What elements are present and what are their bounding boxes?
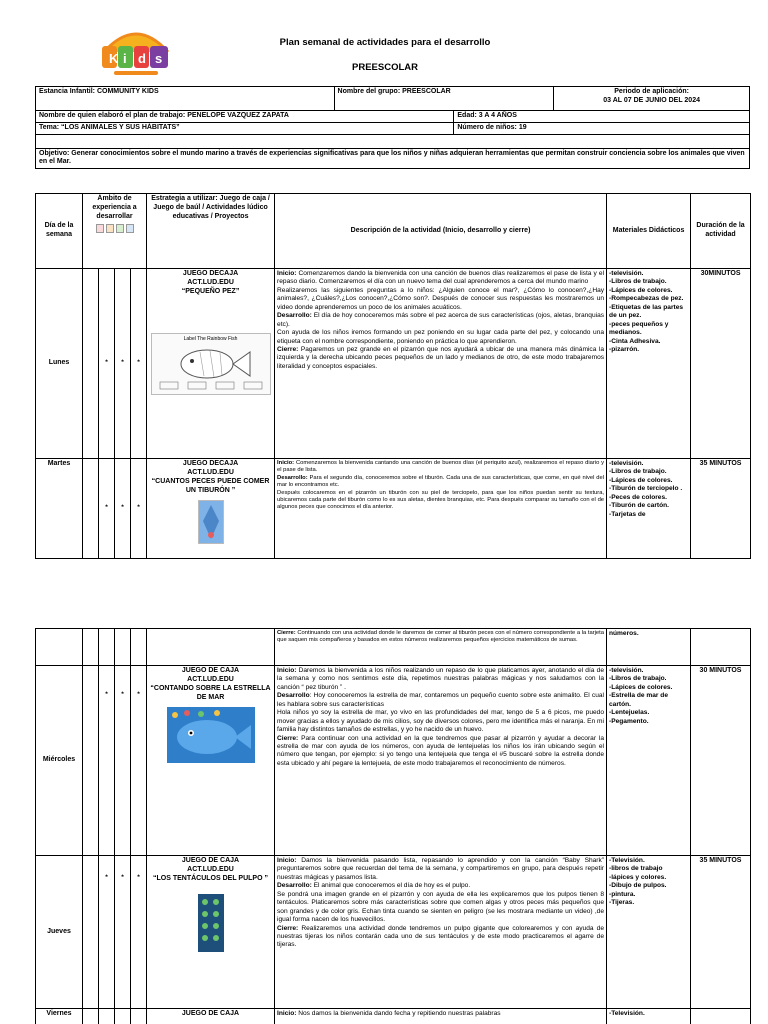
material-item: -pintura. (609, 890, 636, 898)
ambito-icon-4 (126, 224, 134, 233)
ambito-cell (83, 629, 99, 666)
shark-image (198, 500, 224, 544)
mark: * (115, 666, 131, 856)
strategy-line: “CONTANDO SOBRE LA ESTRELLA DE MAR (150, 684, 271, 701)
strategy-line: “PEQUEÑO PEZ” (181, 287, 240, 295)
strategy-line: ACT.LUD.EDU (187, 675, 234, 683)
day-cell (36, 629, 83, 666)
header-dia: Día de la semana (36, 194, 83, 269)
ambito-cell (83, 459, 99, 559)
header-ambito (83, 194, 147, 269)
duration-lunes: 30MINUTOS (691, 269, 751, 459)
material-item: -Libros de trabajo. (609, 468, 667, 476)
cierre-paragraph (277, 346, 604, 371)
strategy-line: JUEGO DECAJA (182, 270, 239, 277)
elaboro-cell: Nombre de quien elaboró el plan de trabajo: PENELOPE VAZQUEZ ZAPATA (36, 111, 454, 123)
row-miercoles (36, 666, 751, 856)
inicio-label: Inicio: (277, 460, 295, 466)
material-item: -libros de trabajo (609, 865, 663, 873)
ambito-cell (83, 269, 99, 459)
mark: * (99, 459, 115, 559)
strategy-viernes (147, 1009, 275, 1024)
document-title: Plan semanal de actividades para el desarrollo (279, 37, 491, 48)
mark: * (99, 856, 115, 1009)
cierre-text: Continuando con una actividad donde le daremos de comer al tiburón peces con el número correspondiente a la tarjeta que saquen mis compañeros y basados en estos números realizaremos pequeños ejercicios matemáticos de sumas. (277, 630, 604, 644)
material-item: -Rompecabezas de pez. (609, 295, 684, 303)
objetivo-cell: Objetivo: Generar conocimientos sobre el mundo marino a través de experiencias significativas para que los niños y niñas adquieran herramientas que permitan construir conciencia sobre los animales que viven en el Mar. (36, 148, 750, 169)
activities-table (35, 193, 751, 559)
mark: * (131, 856, 147, 1009)
strategy-jueves (147, 856, 275, 1009)
inicio-label: Inicio: (277, 667, 297, 674)
material-item: -pizarrón. (609, 345, 640, 353)
material-item: -Tiburón de terciopelo . (609, 485, 683, 493)
cierre-label: Cierre: (277, 630, 296, 636)
inicio-paragraph (277, 667, 604, 692)
blank-row (36, 134, 750, 148)
cierre-text: Pagaremos un pez grande en el pizarrón que nos ayudará a ubicar de una manera más dinámica la izquierda y la derecha ubicando peces pequeños de un lado y medianos de otro, de este modo trabajaremos literalidad y conceptos espaciales. (277, 345, 605, 370)
material-item: -Pegamento. (609, 717, 649, 725)
strategy-line: ACT.LUD.EDU (187, 865, 234, 873)
svg-text:d: d (138, 51, 146, 66)
mark: * (115, 459, 131, 559)
material-item: -Libros de trabajo. (609, 675, 667, 683)
ambito-icons (85, 224, 144, 234)
svg-text:i: i (123, 51, 127, 66)
material-item: -Televisión. (609, 857, 645, 864)
row-lunes (36, 269, 751, 459)
periodo-value: 03 AL 07 DE JUNIO DEL 2024 (603, 96, 700, 104)
mark: * (99, 666, 115, 856)
material-item: -Tijeras. (609, 899, 635, 907)
desarrollo-label: Desarrollo (277, 692, 310, 700)
edad-cell: Edad: 3 A 4 AÑOS (454, 111, 750, 123)
fish-drawing (152, 342, 270, 392)
row-martes-continued (36, 629, 751, 666)
page-2 (0, 620, 768, 1024)
cierre-label: Cierre: (277, 734, 299, 742)
desarrollo-paragraph (277, 692, 604, 709)
mark: * (115, 856, 131, 1009)
material-item: -Lápices de colores. (609, 476, 673, 484)
material-item: -televisión. (609, 667, 644, 674)
duration-jueves: 35 MINUTOS (691, 856, 751, 1009)
desarrollo-text: Para el segundo día, conoceremos sobre el tiburón. Cada una de sus características, que come, en qué nivel del mar lo encontramos etc. (277, 474, 605, 489)
ambito-cell (99, 629, 115, 666)
inicio-text: Nos damos la bienvenida dando fecha y repitiendo nuestras palabras (296, 1010, 501, 1017)
strategy-line: ACT.LUD.EDU (187, 468, 234, 476)
description-miercoles (275, 666, 607, 856)
ambito-cell (83, 856, 99, 1009)
material-item: -peces pequeños y medianos. (609, 320, 669, 337)
material-item: -Lentejuelas. (609, 709, 650, 717)
activities-table-continued (35, 628, 751, 1024)
cierre-text: Realizaremos una actividad donde tendremos un pulpo gigante que colorearemos y con ayuda de nuestras tijeras los niños contarán cada uno de sus tentáculos y de este modo practicaremos el agarre de tijeras. (277, 924, 604, 949)
materials-lunes (607, 269, 691, 459)
materials-miercoles (607, 666, 691, 856)
material-item: -Libros de trabajo. (609, 278, 667, 286)
community-kids-logo (96, 22, 176, 80)
material-item: -Tarjetas de (609, 510, 646, 518)
ambito-cell (131, 629, 147, 666)
desarrollo-label: Desarrollo: (277, 882, 312, 890)
material-item: -Estrella de mar de cartón. (609, 692, 669, 708)
description-viernes (275, 1009, 607, 1024)
inicio-label: Inicio: (277, 857, 297, 864)
ambito-cell (83, 666, 99, 856)
mark: * (115, 269, 131, 459)
strategy-line: “CUANTOS PECES PUEDE COMER UN TIBURÓN ” (151, 477, 270, 494)
desarrollo-paragraph (277, 882, 604, 890)
strategy-cell (147, 629, 275, 666)
material-item: -televisión. (609, 270, 644, 277)
ambito-icon-2 (106, 224, 114, 233)
materials-martes (607, 459, 691, 559)
strategy-line: ACT.LUD.EDU (187, 278, 234, 286)
description-lunes (275, 269, 607, 459)
strategy-lunes (147, 269, 275, 459)
fish-worksheet-caption: Label The Rainbow Fish (183, 335, 238, 342)
header-ambito-label: Ámbito de experiencia a desarrollar (92, 195, 137, 220)
grupo-cell: Nombre del grupo: PREESCOLAR (334, 87, 554, 111)
materials-jueves (607, 856, 691, 1009)
mark: * (99, 269, 115, 459)
material-item: -Lápices de colores. (609, 683, 673, 691)
day-jueves: Jueves (36, 856, 83, 1009)
tema-cell: Tema: “LOS ANIMALES Y SUS HÁBITATS” (36, 122, 454, 134)
desarrollo-text-2: Se pondrá una imagen grande en el pizarrón y con ayuda de ella les explicaremos que los pulpos tienen 8 tentáculos. Platicaremos sobre más características sobre que comen algas y otros peces más pequeños que son grandes y de color gris. Echan tinta cuando se sienten en peligro (se les mostrara mediante un video) ,de igual forma nacen de los huevecillos. (277, 890, 604, 924)
desarrollo-label: Desarrollo: (277, 474, 308, 481)
mark: * (131, 269, 147, 459)
row-martes (36, 459, 751, 559)
duration-martes: 35 MINUTOS (691, 459, 751, 559)
desarrollo-text: El día de hoy conoceremos más sobre el pez acerca de sus características (ojos, aletas, branquias etc). (277, 312, 605, 328)
estancia-cell: Estancia Infantil: COMMUNITY KIDS (36, 87, 335, 111)
cierre-paragraph (277, 735, 604, 769)
ambito-icon-3 (116, 224, 124, 233)
material-item: -Peces de colores. (609, 493, 667, 501)
periodo-cell (554, 87, 750, 111)
header-duracion: Duración de la actividad (691, 194, 751, 269)
day-viernes: Viernes (36, 1009, 83, 1024)
material-item: -Tiburón de cartón. (609, 502, 670, 510)
description-martes-cierre (275, 629, 607, 666)
material-item: -Dibujo de pulpos. (609, 882, 667, 890)
inicio-label: Inicio: (277, 270, 297, 277)
inicio-label: Inicio: (277, 1010, 297, 1017)
strategy-line: JUEGO DE CAJA (181, 1010, 240, 1017)
material-item: -Cinta Adhesiva. (609, 337, 661, 345)
material-item: -Televisión. (609, 1010, 645, 1017)
ambito-icon-1 (96, 224, 104, 233)
material-item: -Etiquetas de las partes de un pez. (609, 303, 684, 320)
inicio-paragraph (277, 270, 604, 287)
mark: * (131, 666, 147, 856)
inicio-text: Daremos la bienvenida a los niños realizando un repaso de lo que platicamos ayer, anotando el día de la semana y como nos sentimos este día, repetimos nuestras palabras mágicas y nos saludamos con la canción “ pez tiburón ” . (277, 667, 604, 691)
cierre-paragraph (277, 925, 604, 950)
strategy-line: “LOS TENTÁCULOS DEL PULPO ” (153, 874, 268, 882)
starfish-image (167, 707, 255, 763)
strategy-line: JUEGO DECAJA (182, 460, 239, 467)
inicio-paragraph (277, 857, 604, 882)
duration-miercoles: 30 MINUTOS (691, 666, 751, 856)
ambito-cell (83, 1009, 99, 1024)
octopus-image (198, 894, 224, 952)
cierre-label: Cierre: (277, 345, 299, 353)
ambito-cell (115, 629, 131, 666)
material-item: -lápices y colores. (609, 873, 667, 881)
description-martes (275, 459, 607, 559)
cierre-label: Cierre: (277, 924, 299, 932)
inicio-text: Comenzaremos dando la bienvenida con una canción de buenos días realizaremos el pase de lista y el repaso diario. Comenzaremos el día con un nuevo tema del cual aprenderemos a cerca del mundo marino (277, 270, 605, 286)
day-miercoles: Miércoles (36, 666, 83, 856)
desarrollo-text: : Hoy conoceremos la estrella de mar, contaremos un pequeño cuento sobre este animalito. El cual les hablara sobre sus características (277, 692, 604, 708)
mark: * (131, 459, 147, 559)
cierre-text: Para continuar con una actividad en la que tendremos que pasar al pizarrón y ayudar a decorar la estrella de mar con ayuda de los números, con ayuda de lentejuelas los niños los irán ubicando según el número que tengan, por ejemplo: si yo tengo una lentejuela que tenga el #5 buscaré sobre la estrella donde esta ubicado y ahí pegare la lentejuela, de este modo trabajaremos el reconocimiento de números. (277, 734, 604, 767)
row-jueves (36, 856, 751, 1009)
materials-martes-continued: números. (607, 629, 691, 666)
inicio-paragraph (277, 460, 604, 475)
strategy-martes (147, 459, 275, 559)
day-lunes: Lunes (36, 269, 83, 459)
ambito-cell (115, 1009, 131, 1024)
desarrollo-paragraph (277, 475, 604, 490)
strategy-line: JUEGO DE CAJA (181, 667, 240, 674)
document-subtitle: PREESCOLAR (352, 62, 418, 73)
ambito-cell (99, 1009, 115, 1024)
strategy-line: JUEGO DE CAJA (181, 857, 240, 864)
desarrollo-text-2: Con ayuda de los niños iremos formando un pez poniendo en su lugar cada parte del pez, y colocando una etiqueta con el nombre correspondiente, poniendo en práctica lo que aprendieron. (277, 329, 605, 345)
day-martes: Martes (36, 459, 83, 559)
header-descripcion: Descripción de la actividad (Inicio, desarrollo y cierre) (275, 194, 607, 269)
info-table (35, 86, 750, 169)
materials-viernes (607, 1009, 691, 1024)
inicio-text-2: Realizaremos las siguientes preguntas a lo niños: ¿Alguien conoce el mar?, ¿Cómo lo conocen?,¿Hay animales?, ¿Cuáles?,¿Los conocen?,¿Cómo son?. Después de conocer sus respuestas les mostraremos un video donde aprenderemos un poco de los animales acuáticos. (277, 286, 605, 311)
desarrollo-text-2: Después colocaremos en el pizarrón un tiburón con su piel de terciopelo, para que los niños puedan sentir su textura, ubicaremos cada parte del tiburón como lo es sus aletas, dientes branquias, etc. Para después comparar su tamaño con el de algunos peces que conocimos el día anterior. (277, 489, 605, 511)
duration-cell (691, 1009, 751, 1024)
strategy-miercoles (147, 666, 275, 856)
desarrollo-label: Desarrollo: (277, 312, 312, 320)
ambito-cell (131, 1009, 147, 1024)
fish-worksheet-image (151, 333, 271, 395)
desarrollo-paragraph (277, 312, 604, 329)
material-item: -televisión. (609, 460, 644, 467)
desarrollo-text: El animal que conoceremos el día de hoy es el pulpo. (311, 882, 471, 890)
header-estrategia: Estrategia a utilizar: Juego de caja / Juego de baúl / Actividades lúdico educativas / Proyectos (147, 194, 275, 269)
header-materiales: Materiales Didácticos (607, 194, 691, 269)
ninos-cell: Número de niños: 19 (454, 122, 750, 134)
page-gap (0, 560, 768, 620)
material-item: -Lápices de colores. (609, 286, 673, 294)
svg-text:K: K (109, 51, 119, 66)
row-viernes (36, 1009, 751, 1024)
description-jueves (275, 856, 607, 1009)
inicio-text: Comenzaremos la bienvenida cantando una canción de buenos días (el periquito azul), realizaremos el repaso diario y el pase de lista. (277, 460, 605, 474)
desarrollo-text-2: Hola niños yo soy la estrella de mar, yo vivo en las profundidades del mar, tengo de 5 a 6 picos, me puedo mover gracias a ellos y ayudado de mis cilios, soy de diversos colores, pero me identifica más el naranja. En mi familia hay distintos tamaños de estrellas, y yo he nacido de un huevo. (277, 709, 604, 734)
svg-text:s: s (155, 51, 163, 66)
inicio-text: Damos la bienvenida pasando lista, repasando lo aprendido y con la canción “Baby Shark” preguntaremos sobre que recuerdan del tema de la semana, y compartiremos en grupo, para después repetir nuestras mágicas y pasamos lista. (277, 857, 604, 881)
duration-cell (691, 629, 751, 666)
periodo-label: Periodo de aplicación: (614, 88, 689, 95)
